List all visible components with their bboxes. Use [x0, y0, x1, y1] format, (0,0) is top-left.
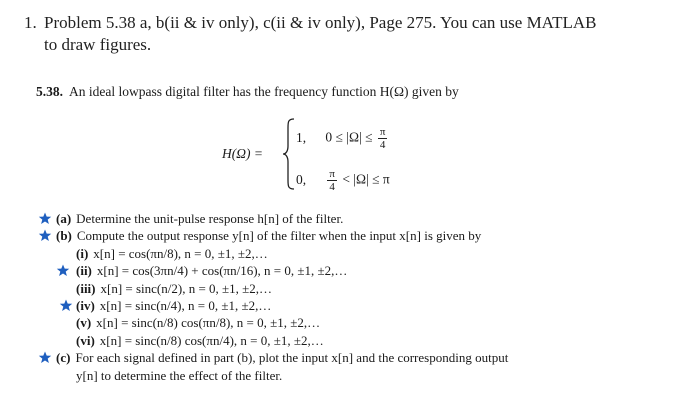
item-text: x[n] = cos(3πn/4) + cos(πn/16), n = 0, ±1, ±2,…: [96, 263, 348, 279]
part-b-item: [56, 332, 656, 349]
case-1-fraction: [378, 126, 388, 151]
star-marker-icon: [59, 299, 73, 312]
equation-lhs: H(Ω) =: [222, 146, 263, 161]
part-b-item: [56, 245, 656, 262]
fraction-numerator: π: [329, 168, 335, 180]
equation-case-1: [296, 126, 389, 151]
case-2-value: 0,: [296, 171, 307, 187]
case-1-condition: 0 ≤ |Ω| ≤: [325, 129, 373, 145]
item-label: (vi): [76, 332, 95, 348]
problem-statement: [36, 83, 676, 101]
item-label: (iv): [76, 298, 95, 314]
case-2-fraction: [327, 168, 337, 193]
part-c: [56, 349, 656, 366]
item-label: (v): [76, 315, 92, 331]
part-c-label: (c): [56, 350, 71, 366]
part-b-label: (b): [56, 228, 72, 244]
star-marker-icon: [38, 212, 52, 225]
item-label: (iii): [76, 280, 96, 296]
item-text: x[n] = sinc(n/2), n = 0, ±1, ±2,…: [100, 280, 273, 296]
part-a-label: (a): [56, 211, 72, 226]
part-c-continuation: y[n] to determine the effect of the filter.: [76, 367, 283, 383]
problem-intro: An ideal lowpass digital filter has the frequency function H(Ω) given by: [69, 84, 459, 99]
frequency-function-equation: [222, 112, 482, 196]
assignment-text: Problem 5.38 a, b(ii & iv only), c(ii & iv only), Page 275. You can use MATLAB: [44, 13, 597, 32]
star-marker-icon: [38, 351, 52, 364]
item-text: x[n] = sinc(n/8) cos(πn/8), n = 0, ±1, ±2,…: [96, 315, 321, 331]
assignment-line-1: [24, 12, 684, 34]
part-a: [56, 210, 656, 227]
part-c-text: For each signal defined in part (b), plot the input x[n] and the corresponding output: [75, 350, 509, 366]
star-marker-icon: [56, 264, 70, 277]
fraction-numerator: π: [379, 126, 386, 138]
part-b-item: [56, 297, 656, 314]
item-label: (i): [76, 245, 89, 261]
part-b-item: [56, 314, 656, 331]
part-b-text: Compute the output response y[n] of the filter when the input x[n] is given by: [76, 228, 482, 244]
part-b-item: [56, 262, 656, 279]
fraction-denominator: 4: [329, 181, 335, 193]
left-brace-icon: [282, 118, 296, 190]
part-b: [56, 227, 656, 244]
fraction-denominator: 4: [379, 139, 386, 151]
case-2-condition: < |Ω| ≤ π: [342, 171, 390, 187]
item-label: (ii): [76, 263, 92, 279]
part-a-text: Determine the unit-pulse response h[n] of the filter.: [76, 211, 344, 226]
case-1-value: 1,: [296, 129, 307, 145]
equation-case-2: [296, 168, 390, 193]
item-text: x[n] = sinc(n/4), n = 0, ±1, ±2,…: [99, 298, 272, 314]
star-marker-icon: [38, 229, 52, 242]
item-text: x[n] = sinc(n/8) cos(πn/4), n = 0, ±1, ±2,…: [99, 332, 324, 348]
assignment-header: [24, 12, 684, 56]
item-text: x[n] = cos(πn/8), n = 0, ±1, ±2,…: [93, 245, 268, 261]
part-b-item: [56, 280, 656, 297]
problem-number: 5.38.: [36, 84, 63, 99]
assignment-number: 1.: [24, 13, 37, 32]
problem-parts: [56, 210, 656, 384]
assignment-line-2: to draw figures.: [44, 35, 152, 54]
